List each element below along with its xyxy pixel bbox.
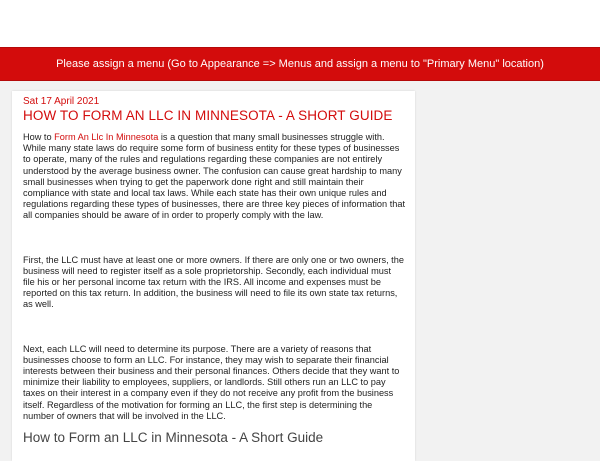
assign-menu-link[interactable]: Please assign a menu (Go to Appearance => Menus and assign a menu to "Primary Menu" location) (56, 58, 544, 70)
post-subheading: How to Form an LLC in Minnesota - A Short Guide (23, 430, 324, 446)
post-paragraph-intro (23, 132, 405, 222)
post-title[interactable]: HOW TO FORM AN LLC IN MINNESOTA - A SHORT GUIDE (23, 108, 393, 123)
primary-menu-bar (0, 47, 600, 81)
paragraph-spacer (23, 222, 405, 255)
post-date: Sat 17 April 2021 (23, 96, 100, 107)
intro-rest: is a question that many small businesses struggle with. While many state laws do require some form of business entity for these types of businesses to operate, many of the rules and regulations regarding these companies are not entirely understood by the average business owner. The confusion can cause great hardship to many small businesses when trying to get the paperwork done right and still maintain their compliance with state and local tax laws. While each state has their own unique rules and regulations regarding these types of businesses, there are three key pieces of information that all companies should be aware of in order to properly comply with the law. (23, 132, 406, 221)
paragraph-spacer (23, 311, 405, 344)
intro-prefix: How to (23, 132, 55, 142)
post-paragraph-3: Next, each LLC will need to determine its purpose. There are a variety of reasons that businesses choose to form an LLC. For instance, they may wish to separate their financial interests between their business and their personal finances. Others decide that they want to minimize their liability to employees, suppliers, or landlords. Still others run an LLC to pay taxes on their interest in a company even if they do not receive any profit from the business itself. Regardless of the motivation for forming an LLC, the first step is determining the number of owners that will be involved in the LLC. (23, 343, 400, 421)
post-card (12, 91, 415, 461)
keyword-link[interactable]: Form An Llc In Minnesota (54, 132, 159, 142)
post-paragraph-2: First, the LLC must have at least one or more owners. If there are only one or two owners, the business will need to register itself as a sole proprietorship. Secondly, each individual must file his or her personal income tax return with the IRS. All income and expenses must be reported on this tax return. In addition, the business will need to file its own state tax returns, as well. (23, 254, 404, 310)
site-header (0, 0, 600, 47)
